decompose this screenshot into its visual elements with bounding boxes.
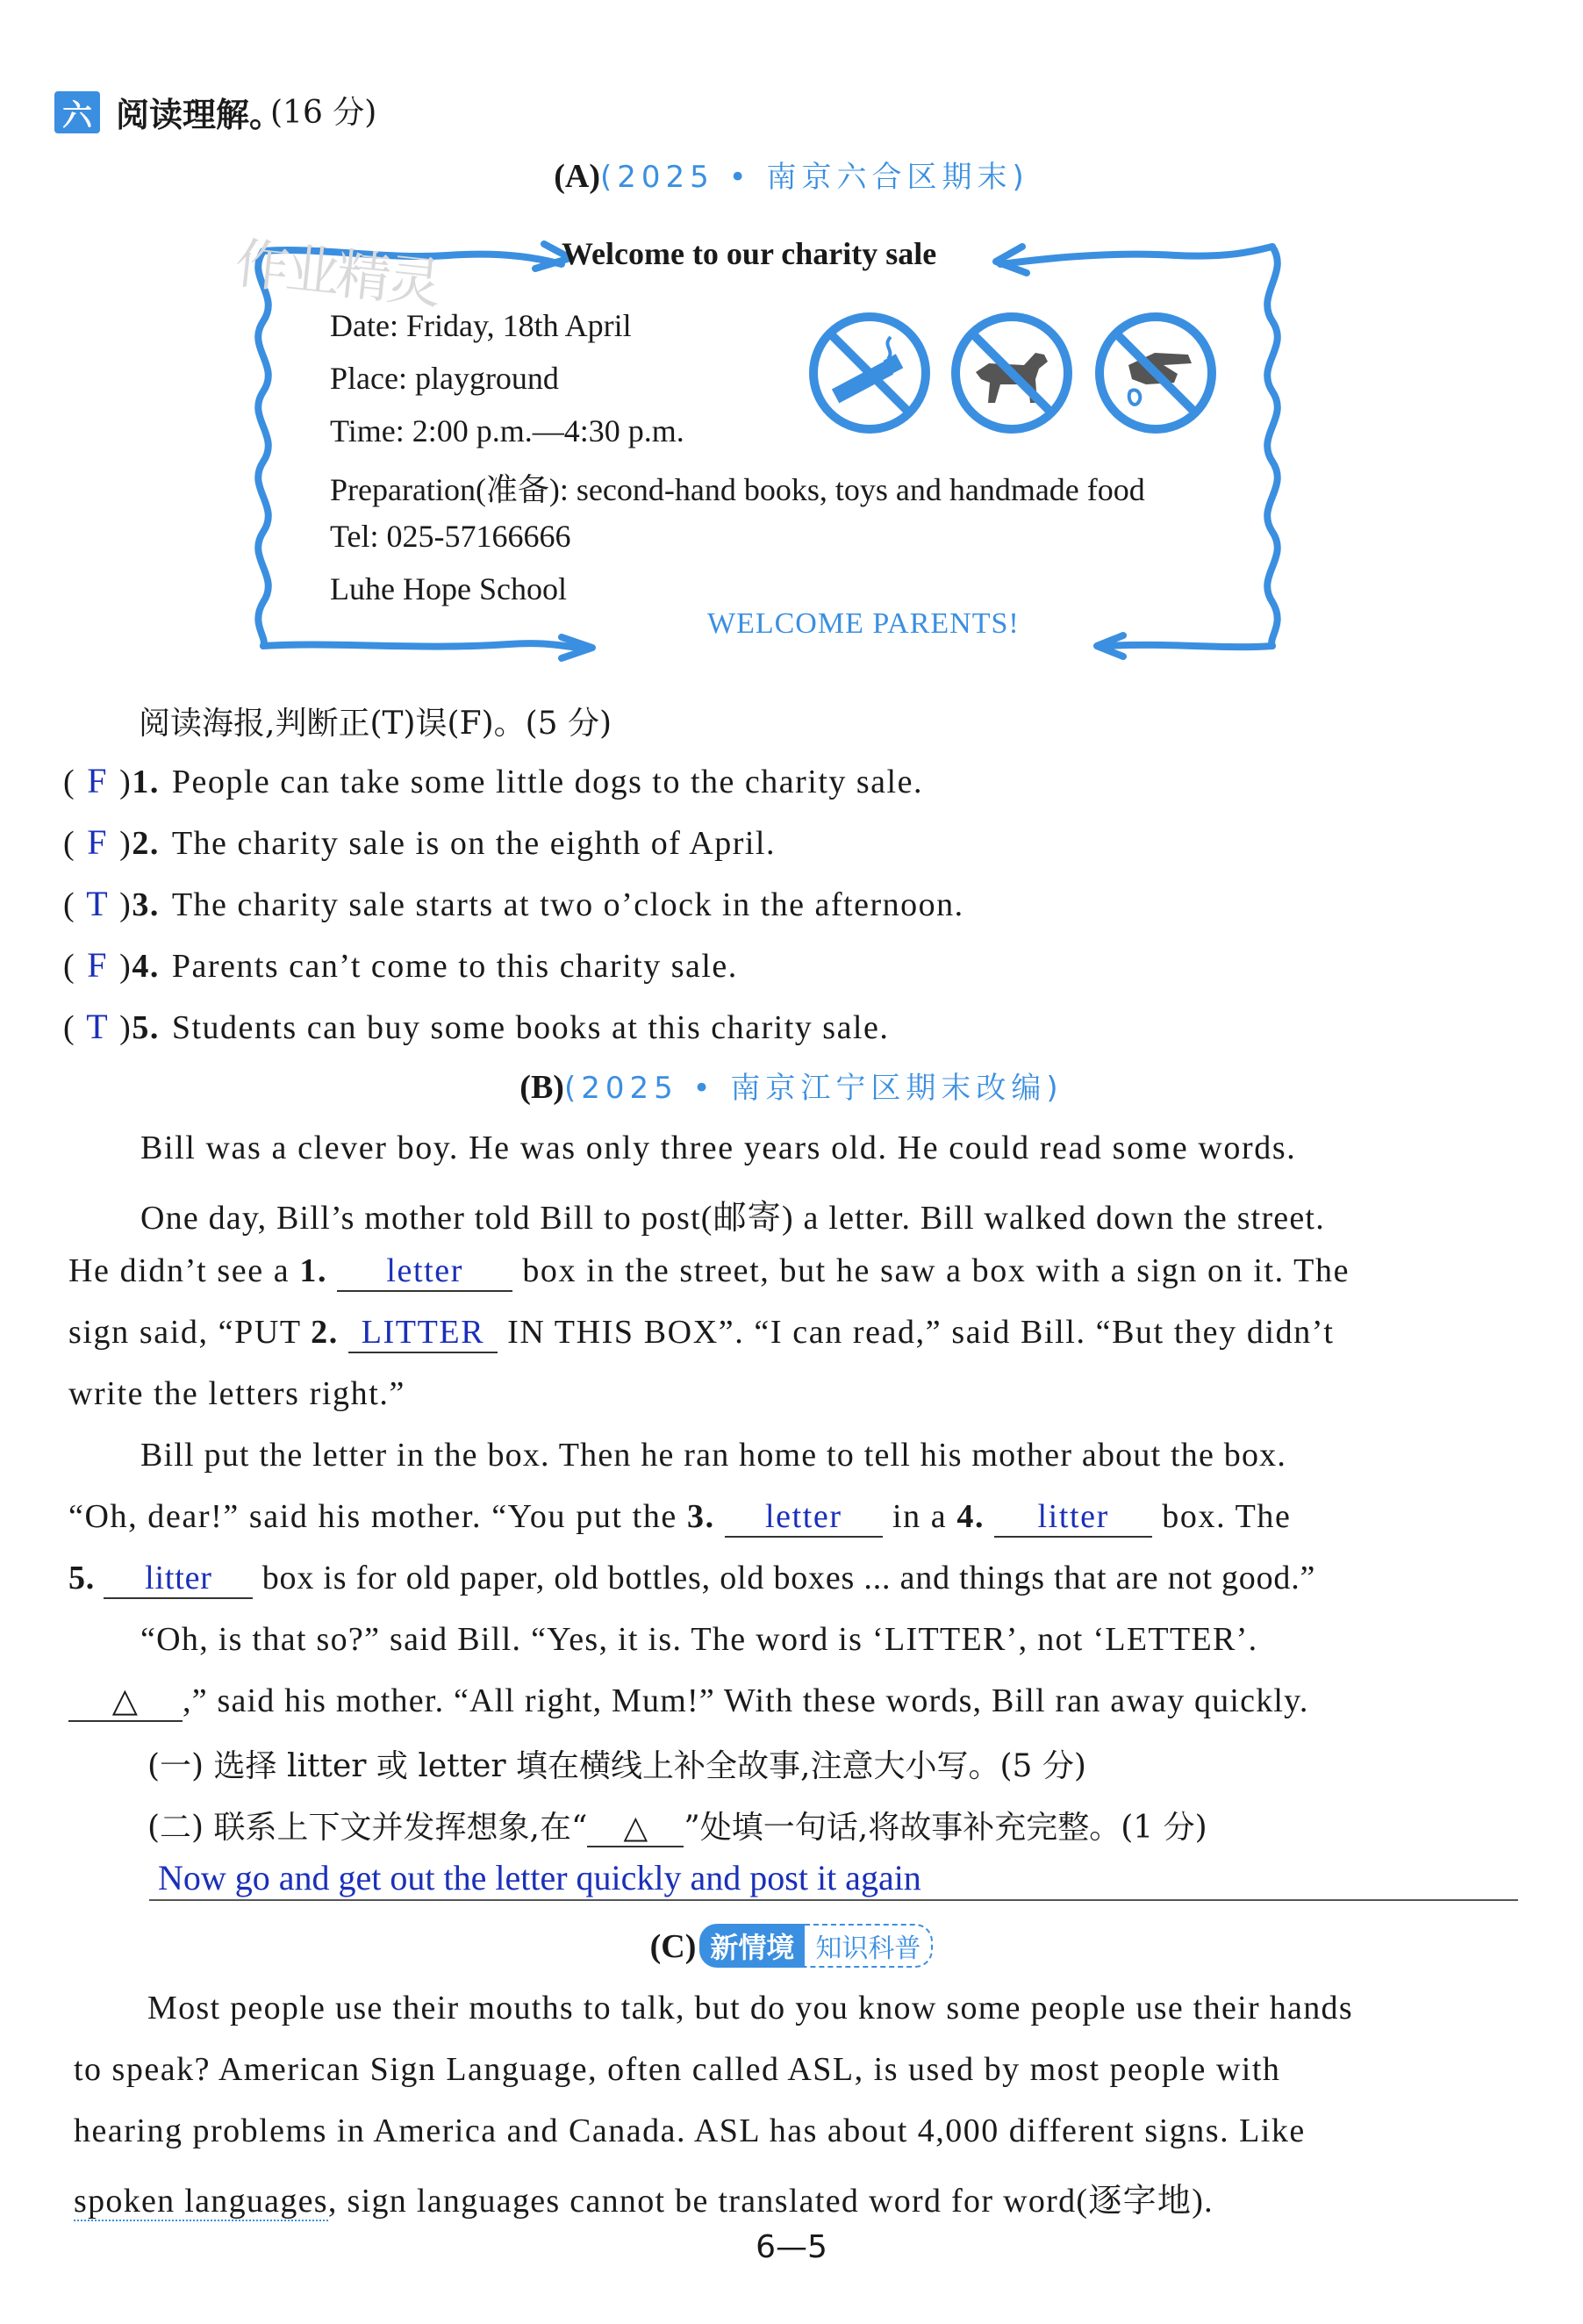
story-line-2: One day, Bill’s mother told Bill to post(邮寄) a letter. Bill walked down the street.: [140, 1200, 1325, 1237]
story-line-1: Bill was a clever boy. He was only three years old. He could read some words.: [140, 1130, 1297, 1166]
blank-5: litter: [104, 1560, 253, 1599]
answer-1: F: [87, 761, 109, 800]
passage-line-1: Most people use their mouths to talk, but do you know some people use their hands: [147, 1990, 1353, 2026]
poster-tel: Tel: 025-57166666: [330, 519, 571, 554]
story-line-3: He didn’t see a 1. letter box in the street, but he saw a box with a sign on it. The: [68, 1252, 1350, 1292]
question-4-text: Parents can’t come to this charity sale.: [171, 948, 738, 985]
question-4: ( F )4. Parents can’t come to this charity sale.: [63, 945, 738, 985]
part-c-title: [0, 1924, 1583, 1968]
answer-3: T: [86, 884, 110, 923]
part-b-source: (2025 • 南京江宁区期末改编): [563, 1071, 1064, 1106]
question-2: ( F )2. The charity sale is on the eighth of April.: [63, 822, 776, 862]
blank-1: letter: [337, 1253, 512, 1292]
poster-date: Date: Friday, 18th April: [330, 308, 632, 343]
triangle-blank: △: [68, 1683, 183, 1722]
passage-line-3: hearing problems in America and Canada. ASL has about 4,000 different signs. Like: [74, 2112, 1306, 2149]
passage-line-2: to speak? American Sign Language, often called ASL, is used by most people with: [74, 2051, 1281, 2088]
story-line-4: sign said, “PUT 2. LITTER IN THIS BOX”. “I can read,” said Bill. “But they didn’t: [68, 1313, 1335, 1353]
part-a-label: (A): [554, 158, 601, 195]
task-2-triangle: △: [587, 1811, 684, 1847]
poster-school: Luhe Hope School: [330, 571, 567, 606]
no-dogs-icon: [949, 311, 1074, 435]
section-score: (16 分): [270, 95, 377, 131]
poster-welcome: WELCOME PARENTS!: [707, 607, 1020, 640]
question-3: ( T )3. The charity sale starts at two o’clock in the afternoon.: [63, 884, 964, 923]
part-a-source: (2025 • 南京六合区期末): [600, 160, 1029, 195]
blank-3: letter: [725, 1499, 883, 1538]
watermark: 作业精灵: [232, 231, 441, 316]
blank-4: litter: [994, 1499, 1152, 1538]
section-title: 阅读理解。: [116, 96, 283, 134]
question-1: ( F )1. People can take some little dogs to the charity sale.: [63, 761, 923, 800]
poster-preparation: Preparation(准备): second-hand books, toys and handmade food: [330, 472, 1145, 507]
poster-place: Place: playground: [330, 361, 559, 396]
knowledge-badge: 知识科普: [805, 1924, 933, 1968]
section-badge: 六: [54, 91, 100, 133]
page-number: 6—5: [756, 2229, 827, 2265]
part-b-label: (B): [519, 1069, 564, 1106]
question-5: ( T )5. Students can buy some books at this charity sale.: [63, 1007, 890, 1046]
answer-4: F: [87, 945, 109, 985]
story-line-10: △ ,” said his mother. “All right, Mum!” With these words, Bill ran away quickly.: [68, 1682, 1309, 1722]
question-2-text: The charity sale is on the eighth of April.: [171, 825, 776, 862]
passage-line-4: spoken languages, sign languages cannot be translated word for word(逐字地).: [74, 2183, 1214, 2220]
story-line-7: “Oh, dear!” said his mother. “You put the 3. letter in a 4. litter box. The: [68, 1497, 1292, 1538]
part-a-title: [0, 153, 1583, 196]
no-touching-icon: [1093, 311, 1218, 435]
task-2-answer: Now go and get out the letter quickly and post it again: [158, 1858, 921, 1897]
part-a-instruction: 阅读海报,判断正(T)误(F)。(5 分): [139, 706, 612, 742]
story-line-8: 5. litter box is for old paper, old bottles, old boxes ... and things that are not good.”: [68, 1559, 1315, 1599]
poster-time: Time: 2:00 p.m.—4:30 p.m.: [330, 413, 684, 448]
story-line-6: Bill put the letter in the box. Then he ran home to tell his mother about the box.: [140, 1437, 1287, 1474]
no-smoking-icon: [807, 311, 932, 435]
answer-2: F: [87, 822, 109, 862]
question-1-text: People can take some little dogs to the charity sale.: [171, 764, 923, 800]
answer-5: T: [86, 1007, 110, 1046]
new-context-badge: 新情境: [699, 1924, 805, 1968]
story-line-9: “Oh, is that so?” said Bill. “Yes, it is. The word is ‘LITTER’, not ‘LETTER’.: [140, 1621, 1258, 1658]
part-c-label: (C): [649, 1928, 697, 1965]
task-2: (二) 联系上下文并发挥想象,在“ △ ”处填一句话,将故事补充完整。(1 分): [147, 1810, 1207, 1846]
part-b-title: [0, 1064, 1583, 1107]
task-1: (一) 选择 litter 或 letter 填在横线上补全故事,注意大小写。(5 分): [147, 1748, 1086, 1784]
question-3-text: The charity sale starts at two o’clock in the afternoon.: [171, 886, 964, 923]
poster-title: Welcome to our charity sale: [562, 236, 937, 271]
spoken-languages-term: spoken languages: [74, 2183, 328, 2220]
story-line-5: write the letters right.”: [68, 1375, 405, 1412]
blank-2: LITTER: [348, 1315, 498, 1353]
question-5-text: Students can buy some books at this charity sale.: [171, 1009, 890, 1046]
